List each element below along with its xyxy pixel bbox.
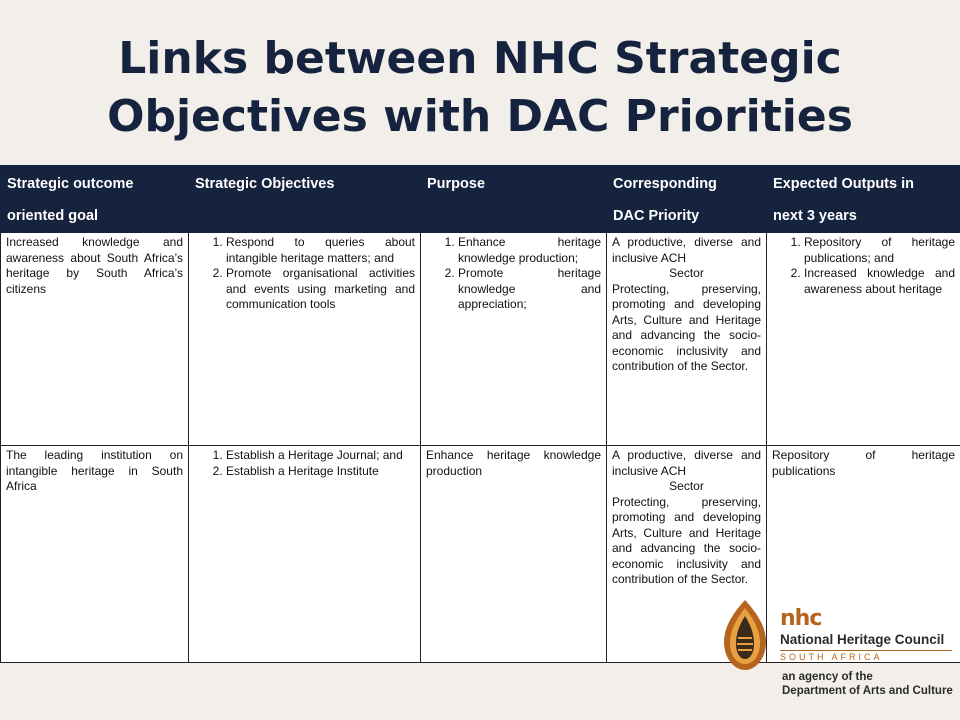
dac-priority-text: A productive, diverse and inclusive ACH — [612, 235, 761, 265]
goal-cell: Increased knowledge and awareness about South Africa’s heritage by South Africa’s citizens — [1, 233, 189, 446]
brand-divider — [780, 650, 952, 651]
list-item: 1. Respond to queries about intangible heritage matters; and — [226, 235, 415, 266]
column-header-outputs: Expected Outputs in next 3 years — [767, 166, 960, 233]
page-title-line-2: Objectives with DAC Priorities — [107, 91, 853, 142]
brand-abbreviation: nhc — [780, 606, 822, 631]
list-item: 2. Promote organisational activities and events using marketing and communication tools — [226, 266, 415, 313]
dac-priority-text: Protecting, preserving, promoting and developing Arts, Culture and Heritage and advancing the socio-economic inclusivity and contribution of the Sector. — [612, 494, 761, 586]
column-header-purpose: Purpose — [421, 166, 607, 233]
list-item: 2. Establish a Heritage Institute — [226, 464, 415, 480]
dac-priority-cell — [607, 233, 767, 446]
dac-priority-text: Sector — [669, 266, 704, 280]
outputs-cell — [767, 233, 960, 446]
goal-cell: The leading institution on intangible heritage in South Africa — [1, 446, 189, 663]
table-header-row — [1, 166, 960, 233]
outputs-cell: Repository of heritage publications — [767, 446, 960, 663]
page-title — [0, 30, 960, 146]
dac-priority-text: Protecting, preserving, promoting and developing Arts, Culture and Heritage and advancing the socio-economic inclusivity and contribution of the Sector. — [612, 281, 761, 373]
column-header-objectives: Strategic Objectives — [189, 166, 421, 233]
dac-priority-text: Sector — [669, 479, 704, 493]
dac-priority-text: A productive, diverse and inclusive ACH — [612, 448, 761, 478]
list-item: 2. Increased knowledge and awareness about heritage — [804, 266, 955, 297]
list-item: 2. Promote heritage knowledge and appreciation; — [458, 266, 601, 313]
objectives-cell — [189, 446, 421, 663]
agency-note — [782, 670, 953, 698]
heritage-emblem-icon — [720, 598, 770, 672]
table-row — [1, 233, 960, 446]
agency-line-1: an agency of the — [782, 671, 873, 683]
list-item: 1. Enhance heritage knowledge production; — [458, 235, 601, 266]
list-item: 1. Establish a Heritage Journal; and — [226, 448, 415, 464]
agency-line-2: Department of Arts and Culture — [782, 685, 953, 697]
links-table — [0, 165, 960, 663]
purpose-cell — [421, 233, 607, 446]
objectives-cell — [189, 233, 421, 446]
purpose-cell: Enhance heritage knowledge production — [421, 446, 607, 663]
column-header-dac-priority: Corresponding DAC Priority — [607, 166, 767, 233]
list-item: 1. Repository of heritage publications; and — [804, 235, 955, 266]
brand-country: SOUTH AFRICA — [780, 652, 883, 662]
brand-name: National Heritage Council — [780, 632, 945, 647]
column-header-goal: Strategic outcome oriented goal — [1, 166, 189, 233]
page-title-line-1: Links between NHC Strategic — [118, 33, 842, 84]
